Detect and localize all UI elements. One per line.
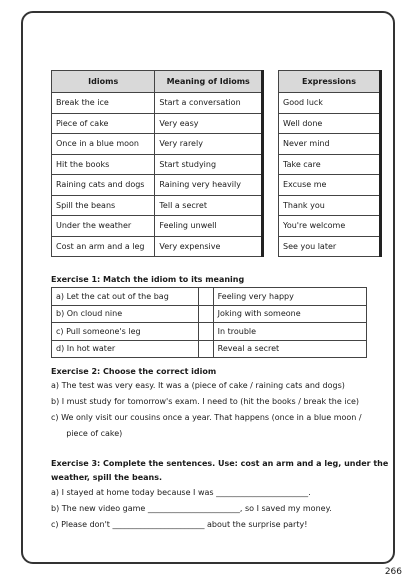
idiom-cell: Cost an arm and a leg xyxy=(52,236,155,257)
meaning-cell: Reveal a secret xyxy=(213,340,366,358)
table-row xyxy=(279,93,381,114)
table-row xyxy=(52,154,263,175)
exercise3-heading: Exercise 3: Complete the sentences. Use: cost an arm and a leg, under the xyxy=(51,459,389,468)
table-row xyxy=(279,154,381,175)
expression-cell: You're welcome xyxy=(279,216,381,237)
table-row xyxy=(52,195,263,216)
meaning-header: Meaning of Idioms xyxy=(155,71,263,93)
meaning-cell: In trouble xyxy=(213,323,366,341)
expression-cell: Thank you xyxy=(279,195,381,216)
expression-cell: Well done xyxy=(279,113,381,134)
meaning-cell: Tell a secret xyxy=(155,195,263,216)
table-row xyxy=(52,236,263,257)
expression-cell: Take care xyxy=(279,154,381,175)
meaning-cell: Very easy xyxy=(155,113,263,134)
table-row xyxy=(52,340,367,358)
exercise3-heading-cont: weather, spill the beans. xyxy=(51,473,163,482)
answer-cell[interactable] xyxy=(198,288,213,306)
expressions-table xyxy=(278,70,382,257)
exercise3-line: a) I stayed at home today because I was _______________________. xyxy=(51,488,311,497)
answer-cell[interactable] xyxy=(198,305,213,323)
idiom-cell: d) In hot water xyxy=(52,340,199,358)
table-row xyxy=(52,288,367,306)
idiom-cell: Piece of cake xyxy=(52,113,155,134)
meaning-cell: Feeling very happy xyxy=(213,288,366,306)
expression-cell: Excuse me xyxy=(279,175,381,196)
idioms-header: Idioms xyxy=(52,71,155,93)
exercise2-line: b) I must study for tomorrow's exam. I need to (hit the books / break the ice) xyxy=(51,397,360,406)
exercise2-line: c) We only visit our cousins once a year. That happens (once in a blue moon / xyxy=(51,413,362,422)
meaning-cell: Joking with someone xyxy=(213,305,366,323)
expression-cell: See you later xyxy=(279,236,381,257)
table-row xyxy=(279,113,381,134)
table-row xyxy=(279,236,381,257)
idiom-cell: Raining cats and dogs xyxy=(52,175,155,196)
page-number: 266 xyxy=(384,567,402,577)
match-table xyxy=(51,287,367,358)
idiom-cell: Spill the beans xyxy=(52,195,155,216)
exercise3-line: c) Please don't _______________________ about the surprise party! xyxy=(51,520,308,529)
idiom-cell: Break the ice xyxy=(52,93,155,114)
table-row xyxy=(52,305,367,323)
idiom-cell: a) Let the cat out of the bag xyxy=(52,288,199,306)
exercise3-line: b) The new video game _______________________, so I saved my money. xyxy=(51,504,332,513)
table-row xyxy=(279,216,381,237)
idiom-cell: c) Pull someone's leg xyxy=(52,323,199,341)
table-row xyxy=(279,134,381,155)
meaning-cell: Very rarely xyxy=(155,134,263,155)
idiom-cell: b) On cloud nine xyxy=(52,305,199,323)
table-row xyxy=(52,175,263,196)
exercise2-line: piece of cake) xyxy=(51,429,123,438)
table-row xyxy=(52,216,263,237)
exercise2-heading: Exercise 2: Choose the correct idiom xyxy=(51,367,217,376)
table-row xyxy=(52,93,263,114)
expression-cell: Good luck xyxy=(279,93,381,114)
table-row xyxy=(279,175,381,196)
meaning-cell: Very expensive xyxy=(155,236,263,257)
expressions-header: Expressions xyxy=(279,71,381,93)
expression-cell: Never mind xyxy=(279,134,381,155)
table-row xyxy=(52,134,263,155)
exercise2-line: a) The test was very easy. It was a (piece of cake / raining cats and dogs) xyxy=(51,381,345,390)
meaning-cell: Start a conversation xyxy=(155,93,263,114)
answer-cell[interactable] xyxy=(198,340,213,358)
meaning-cell: Raining very heavily xyxy=(155,175,263,196)
idiom-cell: Under the weather xyxy=(52,216,155,237)
answer-cell[interactable] xyxy=(198,323,213,341)
idiom-cell: Hit the books xyxy=(52,154,155,175)
table-row xyxy=(52,323,367,341)
idiom-cell: Once in a blue moon xyxy=(52,134,155,155)
table-row xyxy=(52,113,263,134)
idioms-table xyxy=(51,70,264,257)
meaning-cell: Start studying xyxy=(155,154,263,175)
exercise1-heading: Exercise 1: Match the idiom to its meaning xyxy=(51,275,245,284)
table-row xyxy=(279,195,381,216)
meaning-cell: Feeling unwell xyxy=(155,216,263,237)
